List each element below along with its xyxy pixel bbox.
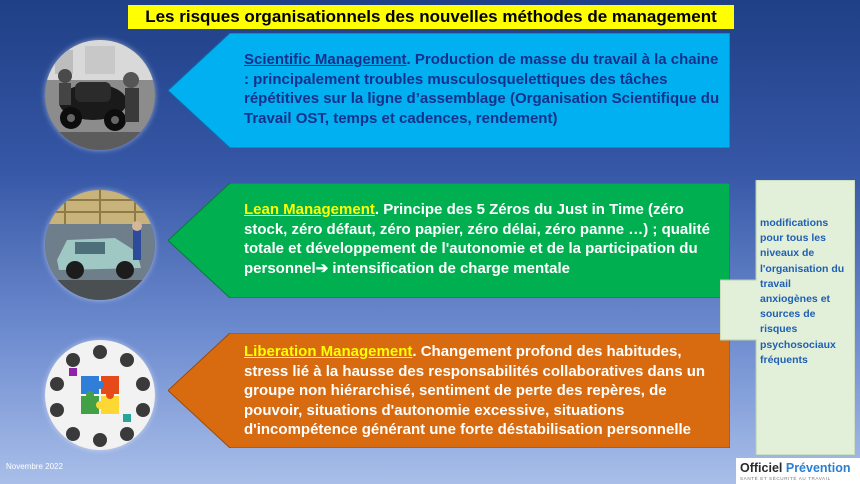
lean-management-banner xyxy=(168,183,730,298)
side-note-text: modifications pour tous les niveaux de l'organisation du travail anxiogènes et sources de risques psychosociaux fréquents xyxy=(760,217,845,366)
logo-word2: Prévention xyxy=(785,461,851,475)
liberation-management-banner xyxy=(168,333,730,448)
liberation-management-text: . Changement profond des habitudes, stress lié à la hausse des responsabilités collaboratives dans un groupe non hiérarchisé, sentiment de perte des repères, de pouvoir, situations d'autonomie excessive, situations d'incompétence générant une forte déstabilisation personnelle xyxy=(244,343,706,438)
vintage-car-assembly-icon xyxy=(45,40,155,150)
scientific-management-label: Scientific Management xyxy=(244,51,407,68)
scientific-management-text: . Production de masse du travail à la chaine : principalement troubles musculosquelettiques des tâches répétitives sur la ligne d’assemblage (Organisation Scientifique du Travail OST, temps et cadences, rendement) xyxy=(244,51,720,127)
lean-management-text: . Principe des 5 Zéros du Just in Time (zéro stock, zéro défaut, zéro papier, zéro délai, zéro panne …) ; qualité totale et développement de l'autonomie et de la participation du personnel xyxy=(244,201,710,277)
lean-management-label: Lean Management xyxy=(244,201,375,218)
slide-title: Les risques organisationnels des nouvelles méthodes de management xyxy=(128,5,734,29)
automotive-factory-icon xyxy=(45,190,155,300)
logo-tagline: SANTÉ ET SÉCURITÉ AU TRAVAIL xyxy=(740,476,831,481)
lean-management-text-after: intensification de charge mentale xyxy=(328,259,570,277)
puzzle-team-icon xyxy=(45,340,155,450)
liberation-management-label: Liberation Management xyxy=(244,343,413,360)
footer-date: Novembre 2022 xyxy=(6,462,63,471)
logo-word1: Officiel xyxy=(740,461,783,475)
officiel-prevention-logo xyxy=(736,458,860,484)
arrow-right-icon: ➔ xyxy=(315,259,329,277)
side-note-callout xyxy=(720,180,855,455)
scientific-management-banner xyxy=(168,33,730,148)
